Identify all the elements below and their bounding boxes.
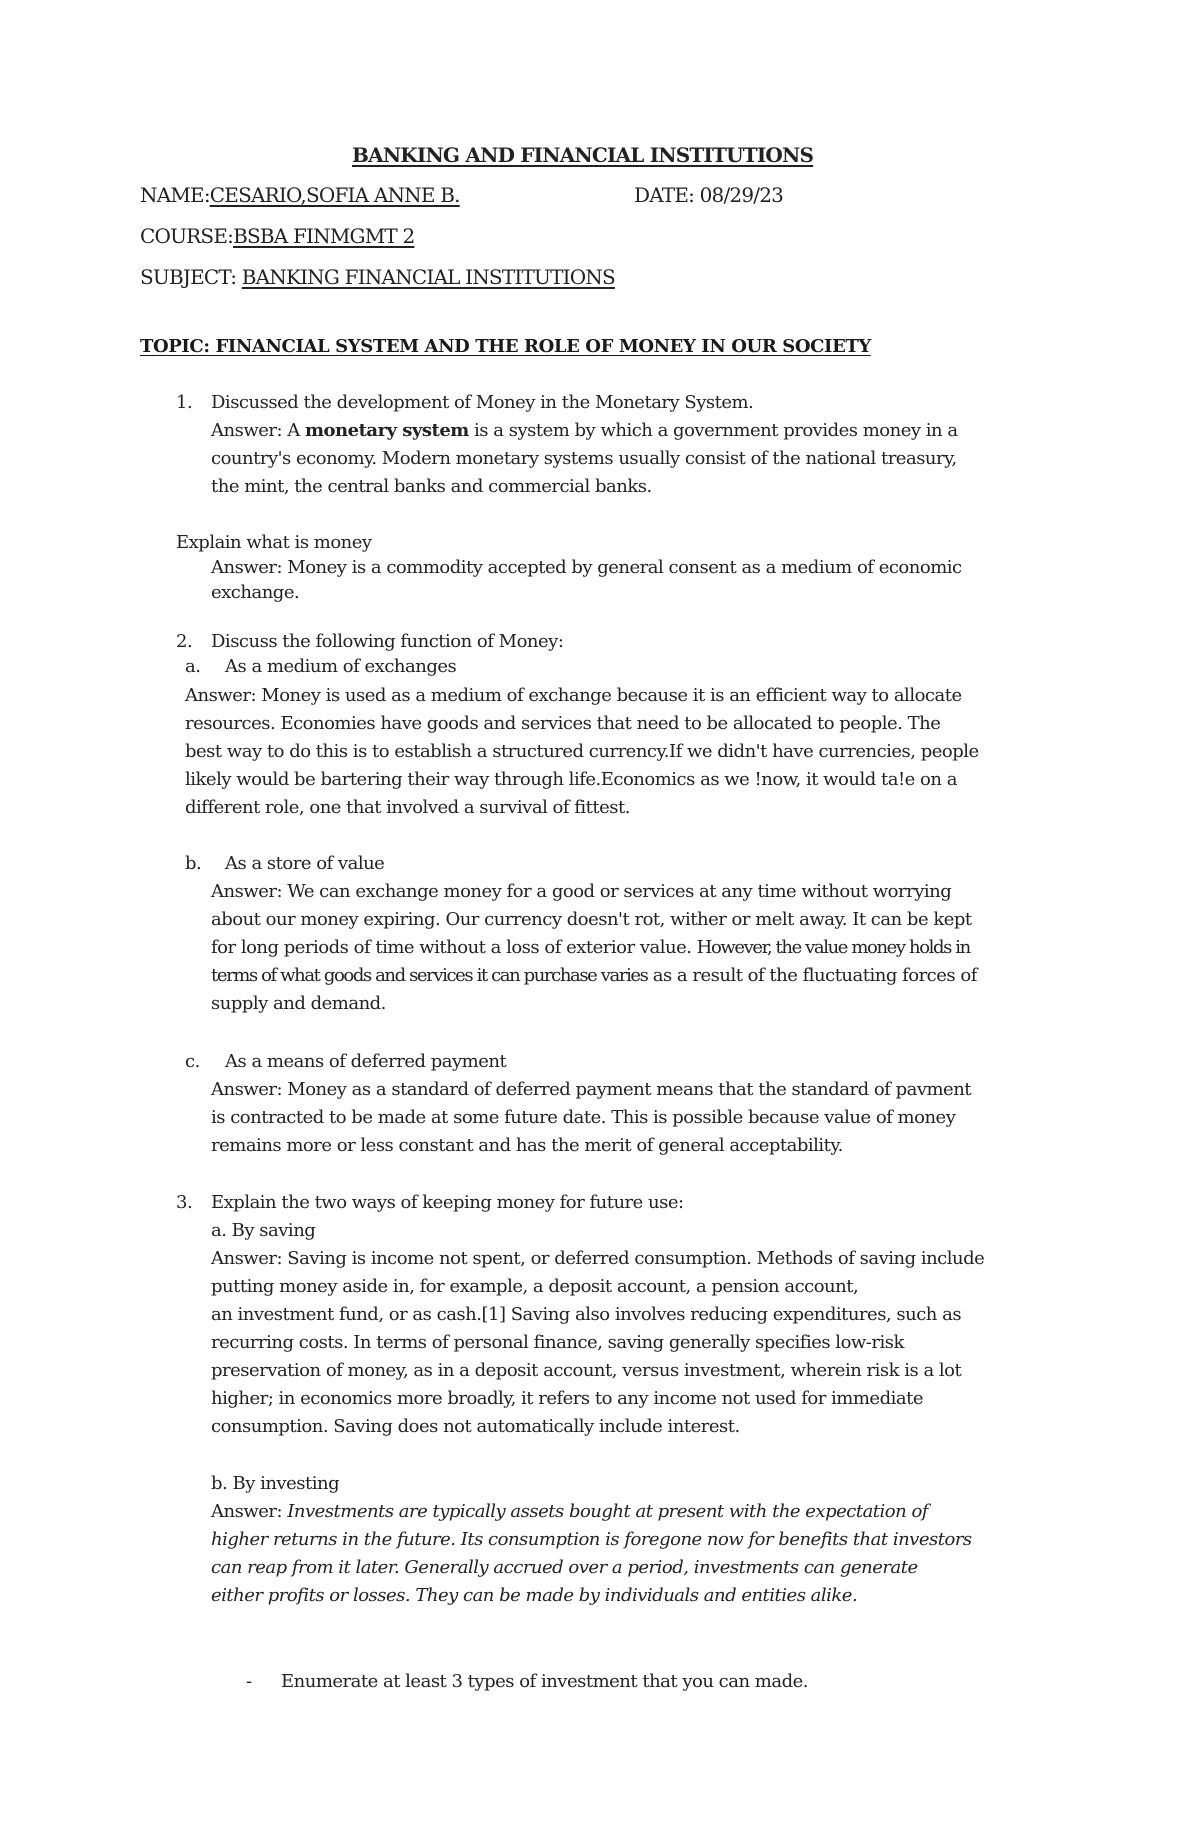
q2b-answer-line [211, 965, 977, 986]
q3a-answer-line: putting money aside in, for example, a deposit account, a pension account, [211, 1276, 859, 1297]
q2b-answer-condensed: terms of what goods and services it can purchase varies [211, 965, 648, 986]
q3b-answer-line: either profits or losses. They can be made by individuals and entities alike. [211, 1585, 858, 1606]
q1-answer-line: the mint, the central banks and commercial banks. [211, 476, 652, 497]
subject-label: SUBJECT: [140, 265, 237, 289]
money-answer-line: Answer: Money is a commodity accepted by general consent as a medium of economic [211, 557, 962, 578]
enumerate-prompt: Enumerate at least 3 types of investment that you can made. [281, 1671, 809, 1692]
q2a-answer-line: likely would be bartering their way through life.Economics as we !now, it would ta!e on a [185, 769, 957, 790]
name-label: NAME: [140, 183, 210, 207]
date-label: DATE: 08/29/23 [634, 183, 784, 207]
q3b-answer-italic: Investments are typically assets bought at present with the expectation of [287, 1501, 928, 1522]
subject-value: BANKING FINANCIAL INSTITUTIONS [241, 265, 615, 289]
q3-question: Explain the two ways of keeping money for future use: [211, 1192, 684, 1213]
q1-answer-line [211, 420, 958, 441]
q3a-answer-line: an investment fund, or as cash.[1] Saving also involves reducing expenditures, such as [211, 1304, 962, 1325]
course-line [140, 224, 414, 248]
q3b-answer-line: higher returns in the future. Its consumption is foregone now for benefits that investors [211, 1529, 972, 1550]
q1-answer-rest: is a system by which a government provides money in a [468, 420, 958, 441]
q2a-answer-line: different role, one that involved a survival of fittest. [185, 797, 630, 818]
q2b-title: As a store of value [225, 853, 385, 874]
q3a-answer-line: consumption. Saving does not automatically include interest. [211, 1416, 740, 1437]
q2c-answer-line: remains more or less constant and has the merit of general acceptability. [211, 1135, 843, 1156]
q1-answer-bold: monetary system [305, 420, 469, 441]
q2b-answer-line: about our money expiring. Our currency doesn't rot, wither or melt away. It can be kept [211, 909, 972, 930]
course-label: COURSE: [140, 224, 234, 248]
q2-question: Discuss the following function of Money: [211, 631, 564, 652]
q3-number: 3. [176, 1192, 193, 1213]
q3b-answer-line: can reap from it later. Generally accrued over a period, investments can generate [211, 1557, 918, 1578]
q2b-letter: b. [185, 853, 202, 874]
q2-number: 2. [176, 631, 193, 652]
course-value: BSBA FINMGMT 2 [233, 224, 415, 248]
q2a-title: As a medium of exchanges [225, 656, 457, 677]
q2c-answer-line: is contracted to be made at some future date. This is possible because value of money [211, 1107, 956, 1128]
q3a-answer-line: recurring costs. In terms of personal finance, saving generally specifies low-risk [211, 1332, 904, 1353]
q2c-letter: c. [185, 1051, 200, 1072]
q3a-answer-line: preservation of money, as in a deposit account, versus investment, wherein risk is a lot [211, 1360, 962, 1381]
money-answer-line: exchange. [211, 582, 300, 603]
q3a-answer-line: higher; in economics more broadly, it refers to any income not used for immediate [211, 1388, 923, 1409]
document-title: BANKING AND FINANCIAL INSTITUTIONS [352, 143, 814, 167]
enumerate-bullet: - [246, 1671, 252, 1692]
q3b-title: b. By investing [211, 1473, 340, 1494]
q2b-answer-part: for long periods of time without a loss of exterior value. [211, 937, 697, 958]
q2a-answer-line: resources. Economies have goods and services that need to be allocated to people. The [185, 713, 941, 734]
topic-heading: TOPIC: FINANCIAL SYSTEM AND THE ROLE OF MONEY IN OUR SOCIETY [140, 336, 871, 357]
q2a-answer-line: best way to do this is to establish a structured currency.If we didn't have currencies, people [185, 741, 979, 762]
name-line [140, 183, 460, 207]
q1-answer-line: country's economy. Modern monetary systems usually consist of the national treasury, [211, 448, 957, 469]
q2a-letter: a. [185, 656, 201, 677]
q1-question: Discussed the development of Money in the Monetary System. [211, 392, 754, 413]
q2b-answer-line: supply and demand. [211, 993, 386, 1014]
q3a-title: a. By saving [211, 1220, 316, 1241]
q3b-answer-line [211, 1501, 928, 1522]
q2c-answer-line: Answer: Money as a standard of deferred payment means that the standard of pavment [211, 1079, 972, 1100]
q3b-answer-prefix: Answer: [211, 1501, 288, 1522]
q2a-answer-line: Answer: Money is used as a medium of exchange because it is an efficient way to allocate [185, 685, 962, 706]
q2b-answer-line [211, 937, 970, 958]
q2b-answer-line: Answer: We can exchange money for a good or services at any time without worrying [211, 881, 952, 902]
q2b-answer-condensed: However, the value money holds in [696, 937, 970, 958]
q3a-answer-line: Answer: Saving is income not spent, or deferred consumption. Methods of saving include [211, 1248, 985, 1269]
q2b-answer-part: as a result of the fluctuating forces of [647, 965, 977, 986]
subject-line [140, 265, 615, 289]
q1-number: 1. [176, 392, 193, 413]
q1-answer-prefix: Answer: A [211, 420, 305, 441]
name-value: CESARIO,SOFIA ANNE B. [209, 183, 460, 207]
money-question: Explain what is money [176, 532, 372, 553]
q2c-title: As a means of deferred payment [225, 1051, 507, 1072]
